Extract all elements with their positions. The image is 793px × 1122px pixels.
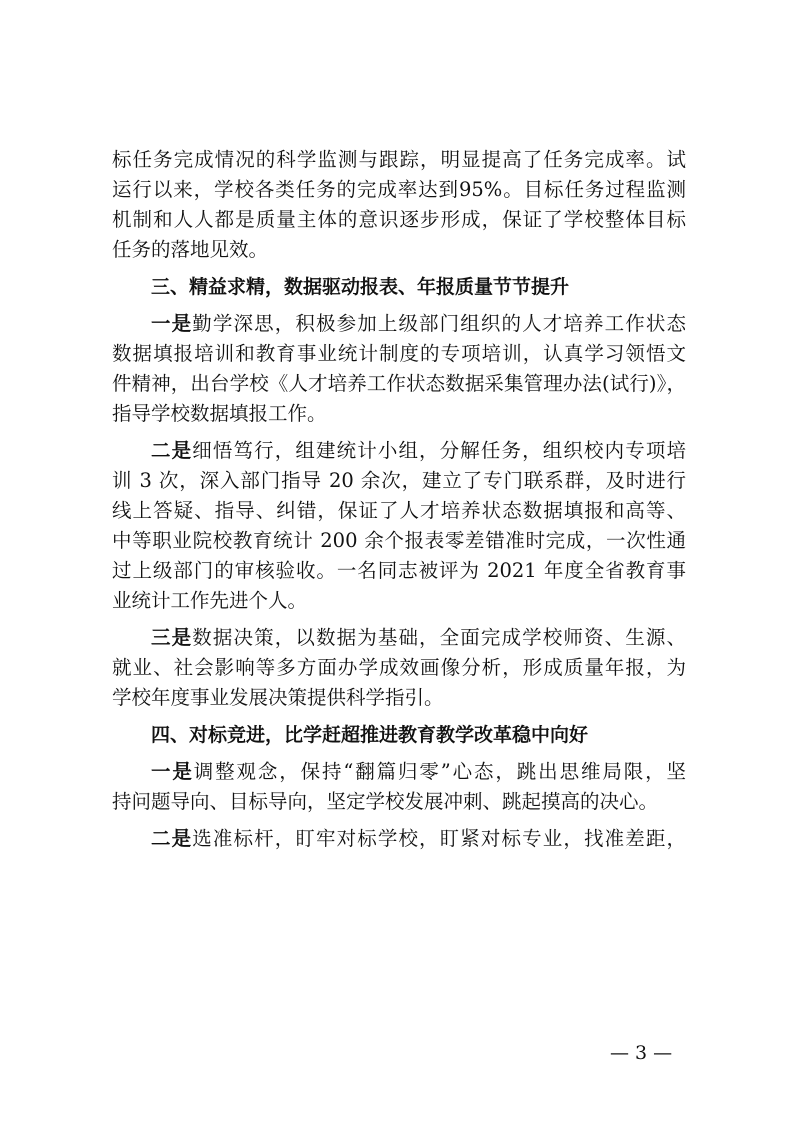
page-number: — 3 — <box>610 1042 673 1064</box>
paragraph-item-1 <box>112 309 686 429</box>
paragraph-item-3 <box>112 623 686 713</box>
text-fragment: 数据决策，以数据为基础，全面完成学校师资、生源、 <box>192 626 686 649</box>
text-line <box>112 436 686 466</box>
text-line: 就业、社会影响等多方面办学成效画像分析，形成质量年报，为 <box>112 656 686 679</box>
paragraph-item-5 <box>112 824 686 854</box>
text-line <box>112 757 686 787</box>
text-line: 学校年度事业发展决策提供科学指引。 <box>112 686 444 709</box>
text-line: 运行以来，学校各类任务的完成率达到95%。目标任务过程监测 <box>112 178 686 201</box>
document-body <box>112 145 686 861</box>
paragraph-lead: 一是 <box>151 312 193 335</box>
text-line: 业统计工作先进个人。 <box>112 589 308 612</box>
paragraph-lead: 三是 <box>151 626 193 649</box>
text-fragment: 勤学深思，积极参加上级部门组织的人才培养工作状态 <box>192 312 686 335</box>
text-line <box>112 623 686 653</box>
text-fragment: 调整观念，保持“翻篇归零”心态，跳出思维局限，坚 <box>193 760 686 783</box>
paragraph-item-4 <box>112 757 686 817</box>
text-line: 持问题导向、目标导向，坚定学校发展冲刺、跳起摸高的决心。 <box>112 790 659 813</box>
paragraph-continued <box>112 145 686 265</box>
text-line <box>112 309 686 339</box>
text-line: 线上答疑、指导、纠错，保证了人才培养状态数据填报和高等、 <box>112 499 686 522</box>
text-fragment: 选准标杆，盯牢对标学校，盯紧对标专业，找准差距， <box>192 827 686 850</box>
text-line: 指导学校数据填报工作。 <box>112 402 327 425</box>
text-fragment: 细悟笃行，组建统计小组，分解任务，组织校内专项培 <box>192 439 686 462</box>
text-line: 训 3 次，深入部门指导 20 余次，建立了专门联系群，及时进行 <box>112 469 686 492</box>
text-line <box>112 824 686 854</box>
paragraph-item-2 <box>112 436 686 616</box>
text-line: 机制和人人都是质量主体的意识逐步形成，保证了学校整体目标 <box>112 208 686 231</box>
paragraph-lead: 二是 <box>151 439 193 462</box>
text-line: 数据填报培训和教育事业统计制度的专项培训，认真学习领悟文 <box>112 342 686 365</box>
section-heading-3: 三、精益求精，数据驱动报表、年报质量节节提升 <box>151 276 570 298</box>
paragraph-lead: 二是 <box>151 827 193 850</box>
text-line: 标任务完成情况的科学监测与跟踪，明显提高了任务完成率。试 <box>112 148 686 171</box>
text-line: 过上级部门的审核验收。一名同志被评为 2021 年度全省教育事 <box>112 559 686 582</box>
section-heading-4: 四、对标竞进，比学赶超推进教育教学改革稳中向好 <box>151 724 589 746</box>
paragraph-lead: 一是 <box>151 760 194 783</box>
text-line: 中等职业院校教育统计 200 余个报表零差错准时完成，一次性通 <box>112 529 686 552</box>
text-line: 任务的落地见效。 <box>112 238 269 261</box>
text-line: 件精神，出台学校《人才培养工作状态数据采集管理办法(试行)》， <box>112 372 686 395</box>
